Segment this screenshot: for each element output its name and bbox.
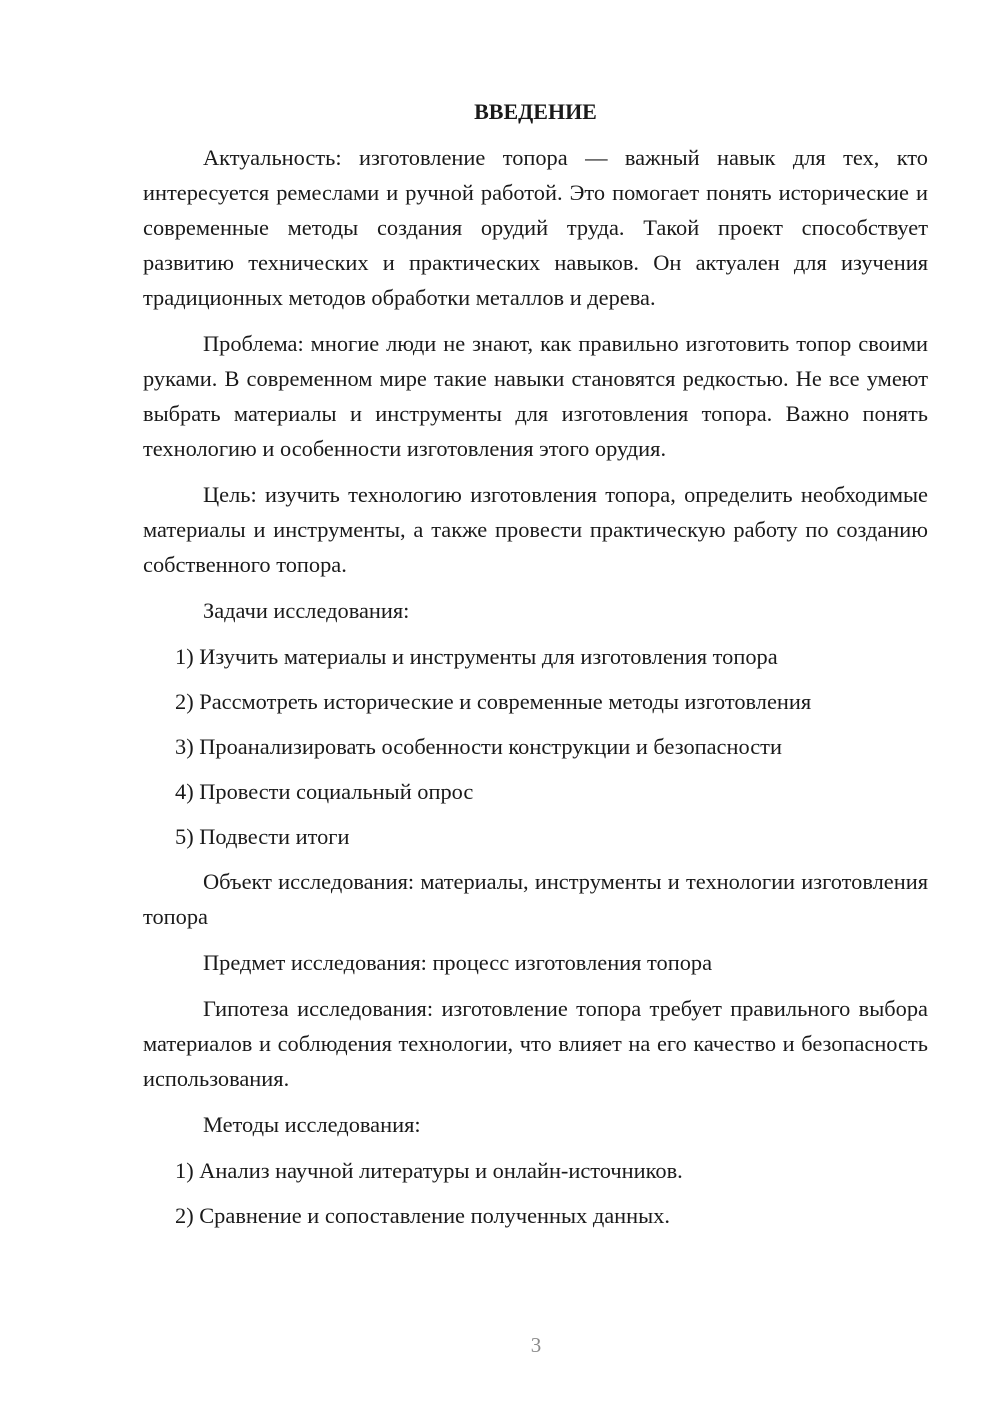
list-item: 2) Сравнение и сопоставление полученных данных. [175, 1203, 670, 1228]
goal-paragraph: Цель: изучить технологию изготовления топора, определить необходимые материалы и инструменты, а также провести практическую работу по созданию собственного топора. [143, 482, 928, 577]
list-item: 1) Изучить материалы и инструменты для изготовления топора [175, 644, 778, 669]
subject-paragraph: Предмет исследования: процесс изготовления топора [203, 950, 713, 975]
methods-list [143, 1153, 928, 1233]
object-paragraph: Объект исследования: материалы, инструменты и технологии изготовления топора [143, 869, 928, 929]
document-page [143, 94, 928, 1243]
page-title: ВВЕДЕНИЕ [474, 99, 597, 124]
list-item: 3) Проанализировать особенности конструкции и безопасности [175, 734, 782, 759]
page-number: 3 [530, 1333, 542, 1357]
list-item: 5) Подвести итоги [175, 824, 350, 849]
tasks-list [143, 639, 928, 854]
relevance-paragraph: Актуальность: изготовление топора — важный навык для тех, кто интересуется ремеслами и ручной работой. Это помогает понять исторические и современные методы создания орудий труда. Такой проект способствует развитию технических и практических навыков. Он актуален для изучения традиционных методов обработки металлов и дерева. [143, 145, 928, 310]
problem-paragraph: Проблема: многие люди не знают, как правильно изготовить топор своими руками. В современном мире такие навыки становятся редкостью. Не все умеют выбрать материалы и инструменты для изготовления топора. Важно понять технологию и особенности изготовления этого орудия. [143, 331, 928, 461]
list-item: 4) Провести социальный опрос [175, 779, 474, 804]
list-item: 1) Анализ научной литературы и онлайн-источников. [175, 1158, 683, 1183]
hypothesis-paragraph: Гипотеза исследования: изготовление топора требует правильного выбора материалов и соблюдения технологии, что влияет на его качество и безопасность использования. [143, 996, 928, 1091]
methods-heading: Методы исследования: [203, 1112, 421, 1137]
list-item: 2) Рассмотреть исторические и современные методы изготовления [175, 689, 812, 714]
tasks-heading: Задачи исследования: [203, 598, 410, 623]
